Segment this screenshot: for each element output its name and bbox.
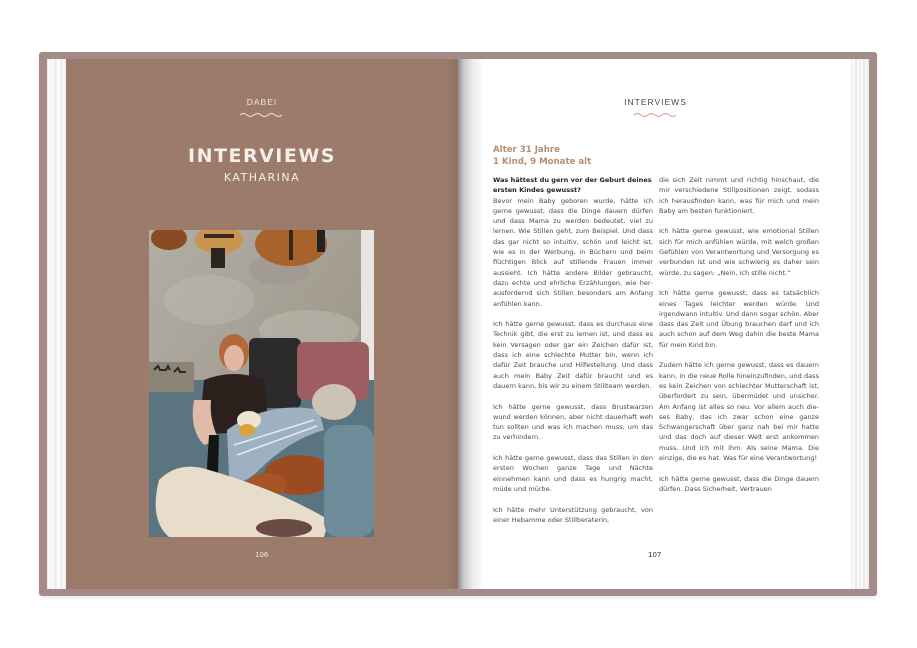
section-kicker: DABEI: [246, 97, 278, 107]
interviewee-meta: [493, 145, 591, 168]
photo-illustration: [149, 230, 374, 537]
text-column-1: [493, 175, 653, 535]
paragraph: die sich Zeit nimmt und richtig hinschaut, die mir verschiedene Stillpositionen zeigt, sodass ich herausfinden kann, was für mich und mein Baby am besten funktioniert.: [659, 176, 819, 215]
paragraph: Ich hätte gerne gewusst, wie emotional Stillen sich für mich anfühlen würde, mit welch großen Gefühlen von Verantwortung und Versorgung es verbunden ist und wie schwierig es daher sein würde, zu sagen: „Nein, ich stille nicht.“: [659, 227, 819, 277]
left-page: [66, 59, 458, 589]
gutter-shadow: [458, 59, 484, 589]
paragraph: Zudem hätte ich gerne gewusst, dass es dauern kann, in die neue Rolle hineinzufinden, und dass es kein Zeichen von schlechter Mutterschaft ist, überfordert zu sein, übermüdet und unsicher. Am Anfang ist alles so neu. Vor allem auch dieses Baby, das ich zwar schon eine ganze Schwangerschaft über ganz nah bei mir hatte und das doch auf dieser Welt erst ankommen muss. Und ich mit ihm. Als seine Mama. Die einzige, die es hat. Was für eine Verantwortung!: [659, 361, 819, 463]
text-column-2: [659, 175, 819, 505]
right-page: [458, 59, 853, 589]
interviewee-age: Alter 31 Jahre: [493, 145, 560, 155]
paragraph: Ich hätte gerne gewusst, dass Brustwarzen wund werden können, aber nicht dauerhaft weh tun sollten und was ich machen muss, um das zu verhindern.: [493, 402, 653, 442]
right-page-edges: [851, 59, 869, 589]
paragraph: Ich hätte gerne gewusst, dass das Stillen in den ersten Wochen ganze Tage und Nächte einnehmen kann und dass es hungrig macht, müde und mürbe.: [493, 454, 653, 493]
interview-question: Was hättest du gern vor der Geburt deines ersten Kindes gewusst?: [493, 176, 652, 195]
wave-divider-icon: [633, 111, 679, 119]
paragraph: Ich hätte gerne gewusst, dass es durchaus eine Technik gibt, die erst zu lernen ist, und dass es kein Versagen oder gar ein Zeichen dafür ist, dass ich eine schlechte Mutter bin, wenn ich dafür Zeit brauche und Hilfestellung. Und dass auch mein Baby Zeit dafür braucht und es dauern kann, bis wir zu einem Stillteam werden.: [493, 320, 653, 390]
left-page-edges: [47, 59, 67, 589]
interviewee-children: 1 Kind, 9 Monate alt: [493, 156, 592, 167]
page-number-left: 106: [255, 551, 269, 559]
interviewee-name: KATHARINA: [223, 171, 301, 184]
paragraph: Ich hätte gerne gewusst, dass die Dinge dauern dürfen. Dass Sicherheit, Vertrauen: [659, 474, 819, 493]
wave-divider-icon: [239, 111, 285, 119]
gutter-shadow: [444, 59, 458, 589]
chapter-title: INTERVIEWS: [188, 145, 336, 167]
page-number-right: 107: [648, 551, 662, 559]
paragraph: Ich hätte gerne gewusst, dass es tatsächlich eines Tages leichter werden würde. Und irgendwann intuitiv. Und dann sogar schön. Aber dass das Zeit und Übung brauchen darf und ich auch schon auf dem Weg dahin die beste Mama für mein Kind bin.: [659, 289, 819, 349]
paragraph: Ich hätte mehr Unterstützung gebraucht, von einer Hebamme oder Stillberaterin,: [493, 505, 653, 524]
paragraph: Bevor mein Baby geboren wurde, hätte ich gerne gewusst, dass die Dinge dauern dürfen und dass Mama zu werden bedeutet, viel zu lernen. Wie Stillen geht, zum Beispiel. Und dass das gar nicht so intuitiv, schön und leicht ist, wie es in der Werbung, in Büchern und beim flüchtigen Blick auf stillende Frauen immer aussieht. Ich hätte andere Bilder gebraucht, dazu echte und ehrliche Erzählungen, wie herausfordernd sich Stillen besonders am Anfang anfühlen kann.: [493, 196, 653, 308]
interview-photo: [149, 230, 374, 537]
section-kicker: INTERVIEWS: [624, 97, 687, 107]
